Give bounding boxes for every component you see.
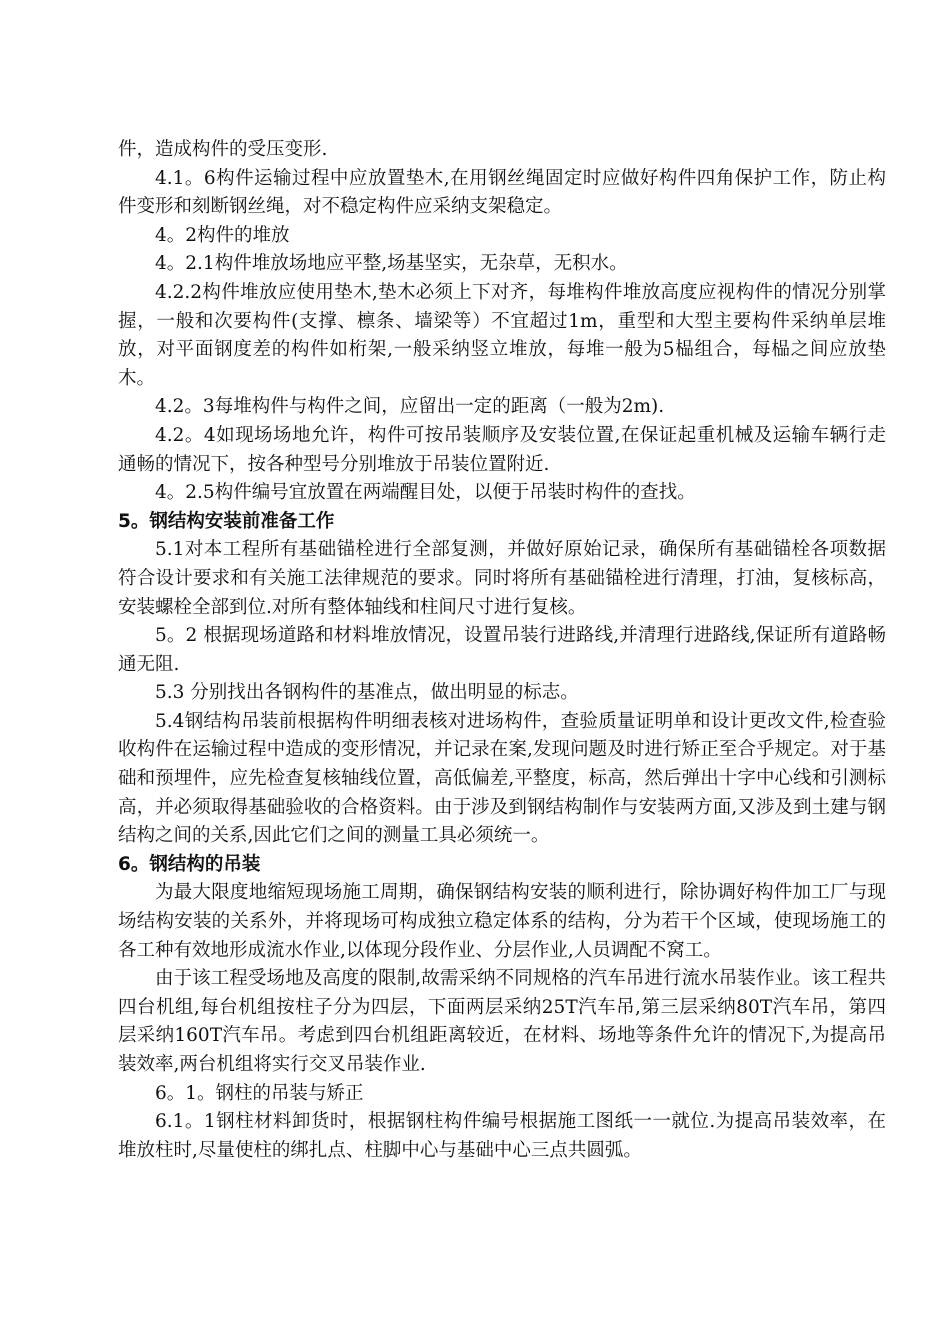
paragraph-4-2-3: 4.2。3每堆构件与构件之间，应留出一定的距离（一般为2m). xyxy=(155,396,665,418)
section-heading-5: 5。钢结构安装前准备工作 xyxy=(118,510,335,532)
paragraph-5-4: 5.4钢结构吊装前根据构件明细表核对进场构件，查验质量证明单和设计更改文件,检查验收构件在运输过程中造成的变形情况，并记录在案,发现问题及时进行矫正至合乎规定。对于基础和预埋件，应先检查复核轴线位置，高低偏差,平整度，标高，然后弹出十字中心线和引测标高，并必须取得基础验收的合格资料。由于涉及到钢结构制作与安装两方面,又涉及到土建与钢结构之间的关系,因此它们之间的测量工具必须统一。 xyxy=(118,710,886,847)
paragraph-6-cranes: 由于该工程受场地及高度的限制,故需采纳不同规格的汽车吊进行流水吊装作业。该工程共四台机组,每台机组按柱子分为四层，下面两层采纳25T汽车吊,第三层采纳80T汽车吊，第四层采纳160T汽车吊。考虑到四台机组距离较近，在材料、场地等条件允许的情况下,为提高吊装效率,两台机组将实行交叉吊装作业. xyxy=(118,968,886,1075)
paragraph-continuation: 件，造成构件的受压变形. xyxy=(118,139,328,160)
paragraph-5-1: 5.1对本工程所有基础锚栓进行全部复测，并做好原始记录，确保所有基础锚栓各项数据符合设计要求和有关施工法律规范的要求。同时将所有基础锚栓进行清理，打油，复核标高，安装螺栓全部到位.对所有整体轴线和柱间尺寸进行复核。 xyxy=(118,539,886,618)
paragraph-4-1-6: 4.1。6构件运输过程中应放置垫木,在用钢丝绳固定时应做好构件四角保护工作，防止构件变形和刻断钢丝绳，对不稳定构件应采纳支架稳定。 xyxy=(118,167,886,218)
document-body xyxy=(118,136,886,1165)
paragraph-4-2-1: 4。2.1构件堆放场地应平整,场基坚实，无杂草，无积水。 xyxy=(155,253,628,275)
subheading-4-2: 4。2构件的堆放 xyxy=(155,224,290,246)
paragraph-4-2-2: 4.2.2构件堆放应使用垫木,垫木必须上下对齐，每堆构件堆放高度应视构件的情况分别掌握，一般和次要构件(支撑、檩条、墙梁等）不宜超过1m，重型和大型主要构件采纳单层堆放，对平面钢度差的构件如桁架,一般采纳竖立堆放，每堆一般为5榀组合，每榀之间应放垫木。 xyxy=(118,281,886,389)
paragraph-4-2-4: 4.2。4如现场场地允许，构件可按吊装顺序及安装位置,在保证起重机械及运输车辆行走通畅的情况下，按各种型号分别堆放于吊装位置附近. xyxy=(118,424,886,475)
section-heading-6: 6。钢结构的吊装 xyxy=(118,853,261,875)
paragraph-6-1-1: 6.1。1钢柱材料卸货时，根据钢柱构件编号根据施工图纸一一就位.为提高吊装效率，在堆放柱时,尽量使柱的绑扎点、柱脚中心与基础中心三点共圆弧。 xyxy=(118,1111,886,1161)
paragraph-5-2: 5。2 根据现场道路和材料堆放情况，设置吊装行进路线,并清理行进路线,保证所有道路畅通无阻. xyxy=(118,625,886,675)
paragraph-5-3: 5.3 分别找出各钢构件的基准点，做出明显的标志。 xyxy=(155,682,579,704)
subheading-6-1: 6。1。钢柱的吊装与矫正 xyxy=(155,1082,364,1104)
paragraph-4-2-5: 4。2.5构件编号宜放置在两端醒目处，以便于吊装时构件的查找。 xyxy=(155,482,696,504)
paragraph-6-intro: 为最大限度地缩短现场施工周期，确保钢结构安装的顺利进行，除协调好构件加工厂与现场结构安装的关系外，并将现场可构成独立稳定体系的结构，分为若干个区域，使现场施工的各工种有效地形成流水作业,以体现分段作业、分层作业,人员调配不窝工。 xyxy=(118,882,886,961)
